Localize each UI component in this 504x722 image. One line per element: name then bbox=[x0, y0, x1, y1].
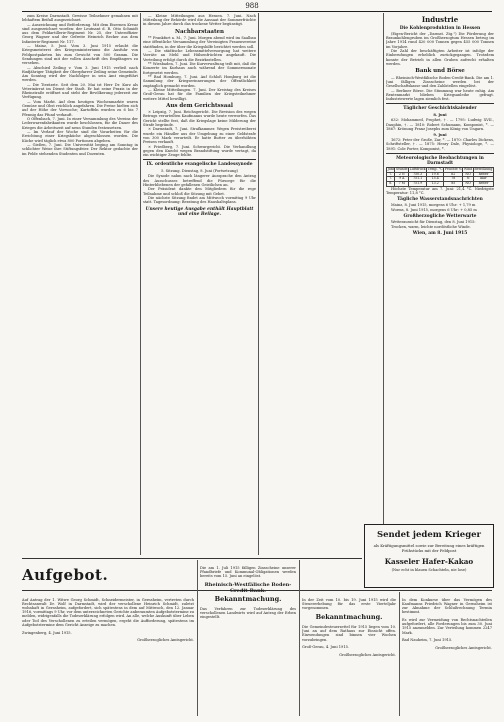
column-divider bbox=[140, 13, 141, 555]
section-heading: IX. ordentliche evangelische Landessynode bbox=[146, 162, 253, 168]
article-paragraph: Die nächste Sitzung findet am Mittwoch vormittag 9 Uhr statt. Tagesordnung: Beratung des Haushaltsplans. bbox=[143, 196, 256, 205]
weather-forecast: Wetteraussicht für Dienstag, den 8. Juni 1915: bbox=[391, 220, 476, 225]
column-divider bbox=[383, 13, 384, 555]
aufgebot-notice bbox=[22, 594, 194, 710]
notices-divider bbox=[22, 558, 362, 559]
section-heading: Tägliche Wasserstandsnachrichten bbox=[397, 197, 483, 203]
aufgebot-title: Aufgebot. bbox=[22, 566, 109, 584]
article-paragraph: ** Bad Homburg, 7. Juni. Auf Schloß Homburg ist die Sammlung der Kriegserinnerungen der Öffentlichkeit zugänglich gemacht worden. bbox=[143, 75, 256, 88]
table-cell: 7. bbox=[387, 172, 395, 177]
article-paragraph: — Mainz, 5. Juni. Vom 3. Juni 1915 erlaubt die Kriegsmeisterei des Kriegsministeriums die Ausfuhr von Feldpostpaketen bis zum Gewicht von 500 Gramm. Die Sendungen sind mit der vollen Anschrift des Empfängers zu versehen. bbox=[22, 44, 138, 66]
article-paragraph: Der Präsident dankte den Mitgliedern für die rege Teilnahme und schloß die Sitzung mit Gebet. bbox=[143, 187, 256, 196]
article-paragraph: Die Zahl der beschäftigten Arbeiter ist infolge der Einberufungen erheblich zurückgegangen. Trotzdem konnte der Betrieb in allen Gruben aufrecht erhalten werden. bbox=[386, 49, 494, 66]
notice-signature: Zwingenberg, 4. Juni 1915. bbox=[22, 630, 72, 635]
notice-text: Die am 1. Juli 1915 fälligen Zinsscheine unserer Pfandbriefe und Kommunal-Obligationen werden bereits vom 15. Juni an eingelöst. bbox=[200, 565, 296, 578]
section-rule bbox=[143, 159, 256, 160]
article-paragraph: (Eigen-Bericht der „Darmst. Ztg.") Die Förderung der Braunkohlengruben im Großherzogtum Hessen betrug im Jahre 1914 rund 420 000 Tonnen gegen 455 000 Tonnen im Vorjahre. bbox=[386, 32, 494, 49]
water-level: Mainz, 8. Juni 1915, morgens 6 Uhr: + 1,79 m bbox=[391, 203, 476, 208]
table-cell: 751.9 bbox=[409, 182, 427, 187]
table-cell: 19.6 bbox=[427, 172, 444, 177]
column-divider bbox=[299, 560, 300, 716]
table-cell: NO bbox=[463, 172, 473, 177]
table-header: Bewölkung bbox=[474, 166, 493, 171]
notice-issuer: Großherzogliches Amtsgericht. bbox=[435, 646, 492, 651]
page-number: 988 bbox=[245, 2, 259, 10]
article-paragraph: — Die städtische Lebensmittelversorgung hat weitere Vorräte an Mehl und Hülsenfrüchten angekauft. Die Verteilung erfolgt durch die Bezirksstellen. bbox=[143, 49, 256, 62]
table-note: Höchste Temperatur am 7. Juni: 21,4 °C. Niedrigste Temperatur: 11,8 °C. bbox=[386, 186, 494, 196]
table-cell: 7 M bbox=[395, 182, 409, 187]
table-cell: 13.2 bbox=[427, 182, 444, 187]
table-header: Stunde bbox=[396, 166, 408, 171]
edition-note: Unsere heutige Ausgabe enthält Hauptblatt und eine Beilage. bbox=[145, 206, 254, 217]
table-cell: NO bbox=[463, 182, 473, 187]
table-row bbox=[387, 182, 494, 187]
notice-text: In dem Konkurse über das Vermögen des Kaufmanns Friedrich Wagner in Gernsheim ist zur Abnahme der Schlußrechnung Termin bestimmt. bbox=[402, 597, 492, 615]
notice-heading: Bekanntmachung. bbox=[214, 594, 282, 603]
table-cell: heiter bbox=[473, 172, 493, 177]
notice-text: Es wird zur Vermeidung von Rechtsnachteilen aufgefordert, alle Forderungen bis zum 30. Juni 1915 anzumelden. Zur Verteilung kommen 2247 Mark. bbox=[402, 618, 492, 635]
article-paragraph: — Auszeichnung und Beförderung. Mit dem Eisernen Kreuz sind ausgezeichnet worden: der Leutnant d. R. Otto Schmidt aus dem Feldartillerie-Regiment Nr. 25, der Unteroffizier Georg Wagner und der Gefreite Heinrich Becker aus dem Infanterie-Regiment Nr. 117. bbox=[22, 22, 138, 44]
article-paragraph: O Offenbach, 7. Juni. In einer Versammlung des Vereins der Lederwarenfabrikanten wurde beschlossen, für die Dauer des Krieges die Arbeitszeit auf neun Stunden festzusetzen. bbox=[22, 117, 138, 130]
section-heading: Meteorologische Beobachtungen in Darmstadt bbox=[396, 155, 484, 166]
article-paragraph: zum Kreise Darmstadt. Gewisse Teilnehmer gemahnen mit lebhaftem Beifall ausgezeichnet. bbox=[22, 14, 138, 23]
article-paragraph: — Kleine Mitteilungen aus Hessen. 7. Juni. Nach Mitteilung der Behörde wird die Aussaat der Sommerfrüchte in diesem Jahre durch das trockene Wetter begünstigt. bbox=[143, 14, 256, 27]
table-header: Juni bbox=[387, 166, 394, 171]
notice-text: Das Verfahren zur Todeserklärung des verschollenen Landwirts wird auf Antrag der Erben eingestellt. bbox=[200, 606, 296, 620]
column-economy bbox=[386, 14, 494, 522]
article-paragraph: 1672: Peter der Große, Zar, *. — 1870: Charles Dickens, Schriftsteller, †. — 1875: Henry Dale, Physiologe, *. — 1891: Cole Porter, Komponist, *. bbox=[386, 138, 494, 151]
notice-text: Die Gemeindesteuerzettel für 1915 liegen vom 10. Juni an auf dem Rathaus zur Einsicht offen. Einwendungen sind binnen vier Wochen vorzubringen. bbox=[302, 624, 396, 642]
column-divider bbox=[258, 13, 259, 555]
table-header: Luftdruck bbox=[409, 166, 426, 171]
notice-text: Auf Antrag der 1. Witwe Georg Schmidt, Schneidermeister, in Gernsheim, vertreten durch Rechtsanwalt Dr. Wolf in Darmstadt, wird der verschollene Heinrich Schmidt, zuletzt wohnhaft in Gernsheim, aufgefordert, sich spätestens in dem auf Mittwoch, den 12. Januar 1916, vormittags 9 Uhr, vor dem unterzeichneten Gerichte anberaumten Aufgebotstermine zu melden, widrigenfalls die Todeserklärung erfolgen wird. An alle, welche Auskunft über Leben oder Tod des Verschollenen zu erteilen vermögen, ergeht die Aufforderung, spätestens im Aufgebotstermine dem Gericht Anzeige zu machen. bbox=[22, 597, 194, 627]
article-paragraph: — Vom Markt. Auf dem heutigen Wochenmarkte waren Gemüse und Obst reichlich angefahren. Die Preise hielten sich auf der Höhe der Vorwoche; Kartoffeln wurden zu 6 bis 7 Pfennig das Pfund verkauft. bbox=[22, 100, 138, 117]
article-paragraph: — Rheinisch-Westfälische Boden-Credit-Bank. Die am 1. Juni fälligen Zinsscheine werden bei der Gesellschaftskasse und den Zahlstellen eingelöst. bbox=[386, 75, 494, 88]
column-regional-news bbox=[143, 14, 256, 554]
tax-notice bbox=[302, 594, 396, 714]
table-header: Feuchte % bbox=[444, 166, 462, 171]
notice-issuer: Großherzogliches Amtsgericht. bbox=[137, 638, 194, 643]
article-paragraph: × Friedberg, 7. Juni. Schwurgericht. Die Verhandlung gegen den Knecht wegen Brandstiftung wurde vertagt, da ein wichtiger Zeuge fehlte. bbox=[143, 144, 256, 158]
table-cell: heiter bbox=[473, 182, 493, 187]
article-paragraph: — Abschied Zeiling v. Vom 3. Juni 1915 verließ nach fünfjähriger Tätigkeit der Oberpfarrer Zeiling seine Gemeinde. Am Sonntag wird der Nachfolger in sein Amt eingeführt werden. bbox=[22, 65, 138, 83]
table-header: Temp. °C bbox=[427, 166, 443, 171]
header-rule bbox=[22, 11, 492, 12]
notice-text: In der Zeit vom 10. bis 19. Juni 1915 wird die Steuererhebung für das erste Vierteljahr vorgenommen. bbox=[302, 597, 396, 610]
section-heading: Aus dem Gerichtssaal bbox=[166, 102, 233, 109]
ad-product-name: Kasseler Hafer-Kakao bbox=[384, 557, 474, 566]
section-subheading: Die Kohlenproduktion in Hessen bbox=[399, 26, 481, 31]
table-cell: 78 bbox=[444, 177, 463, 182]
table-cell: N bbox=[463, 177, 473, 182]
table-cell: 62 bbox=[444, 172, 463, 177]
kasseler-hafer-kakao-ad bbox=[364, 524, 494, 588]
section-subheading: 5. Sitzung. Dienstag, 8. Juni (Fortsetzung) bbox=[161, 169, 238, 174]
section-heading: Bank und Börse bbox=[415, 68, 465, 75]
section-subheading: 8. Juni bbox=[433, 113, 447, 118]
column-local-news bbox=[22, 14, 138, 554]
notice-issuer: Großherzogliches Amtsgericht. bbox=[339, 653, 396, 658]
table-cell: 750.3 bbox=[409, 172, 427, 177]
weather-table bbox=[386, 167, 494, 187]
article-paragraph: 632: Mohammed, Prophet, †. — 1795: Ludwig XVII., Dauphin, †. — 1810: Robert Schumann, Komponist, *. — 1867: Krönung Franz Josephs zum König von Ungarn. bbox=[386, 118, 494, 131]
notice-signature: Bad Nauheim, 7. Juni 1915. bbox=[402, 638, 453, 643]
article-paragraph: — Berliner Börse. Die Stimmung war heute ruhig. Am Rentenmarkt blieben Kriegsanleihe gefragt. Industriewerte lagen ziemlich fest. bbox=[386, 88, 494, 101]
notice-heading: Bekanntmachung. bbox=[315, 612, 383, 621]
water-level: Worms, 8. Juni 1915, morgens 6 Uhr: + 0,85 m bbox=[391, 207, 477, 212]
article-paragraph: ** Wiesbaden, 7. Juni. Die Kurverwaltung teilt mit, daß die Konzerte im Kurhaus auch während der Sommermonate fortgesetzt werden. bbox=[143, 62, 256, 75]
bank-name: Rheinisch-Westfälische Boden-Credit-Bank. bbox=[204, 581, 292, 594]
article-paragraph: ** Frankfurt a. M., 7. Juni. Morgen abend wird im Saalbau eine öffentliche Versammlung der Vereinigten Frauenvereine stattfinden, in der über die Kriegshilfe berichtet werden soll. bbox=[143, 36, 256, 49]
table-cell: klar bbox=[473, 177, 493, 182]
section-heading: Täglicher Geschichtskalender bbox=[403, 106, 477, 112]
bank-notice bbox=[200, 562, 296, 714]
section-heading: Nachbarstaaten bbox=[174, 28, 225, 35]
article-paragraph: Die Synode nahm nach längerer Aussprache den Antrag des Ausschusses betreffend die Fürsorge für die Hinterbliebenen der gefallenen Geistlichen an. bbox=[143, 174, 256, 187]
section-rule bbox=[386, 103, 494, 104]
bankruptcy-notice bbox=[402, 594, 492, 714]
section-heading: Großherzogliche Wetterwarte bbox=[403, 214, 477, 220]
article-paragraph: — Im Verlauf der Woche sind die Vorarbeiten für die Errichtung einer Kriegsküche abgeschlossen worden. Die Küche wird täglich etwa 800 Portionen abgeben. bbox=[22, 130, 138, 143]
table-cell: 15.4 bbox=[427, 177, 444, 182]
article-paragraph: — Kleine Mitteilungen. 7. Juni. Der Kreistag des Kreises Groß-Gerau hat für die Familien der Kriegsteilnehmer weitere Mittel bewilligt. bbox=[143, 88, 256, 101]
section-subheading: 9. Juni bbox=[433, 132, 447, 137]
table-cell: 85 bbox=[444, 182, 463, 187]
column-divider bbox=[197, 560, 198, 716]
weather-forecast: Trocken, warm, leichte nordöstliche Winde. bbox=[391, 224, 471, 229]
table-cell: 751.1 bbox=[409, 177, 427, 182]
ad-text: als Kräftigungsmittel sowie zur Bereitung eines kräftigen Frühstücks mit der Feldpost bbox=[373, 543, 485, 553]
section-heading: Wien, am 8. Juni 1915 bbox=[412, 230, 468, 236]
column-divider bbox=[399, 592, 400, 716]
table-cell: 9 A bbox=[395, 177, 409, 182]
section-rule bbox=[386, 153, 494, 154]
ad-note: (Nur echt in blauen Schachteln, nie lose) bbox=[391, 568, 467, 572]
table-cell: 2 N bbox=[395, 172, 409, 177]
table-header: Wind bbox=[463, 166, 473, 171]
table-cell: 8. bbox=[387, 182, 395, 187]
article-paragraph: × Darmstadt, 7. Juni. Strafkammer. Wegen Preistreiberei wurde ein Händler aus der Umgebung zu einer Geldstrafe von 300 Mark verurteilt. Er hatte Butter zu überhöhten Preisen verkauft. bbox=[143, 127, 256, 145]
article-paragraph: × Leipzig, 7. Juni. Reichsgericht. Die Revision des wegen Betrugs verurteilten Kaufmanns wurde heute verworfen. Das Gericht stellte fest, daß die Kriegslage keine Milderung der Strafe begründe. bbox=[143, 110, 256, 127]
table-cell: 7. bbox=[387, 177, 395, 182]
ad-headline: Sendet jedem Krieger bbox=[376, 530, 482, 540]
notice-signature: Groß-Gerau, 4. Juni 1915. bbox=[302, 645, 350, 650]
section-heading: Industrie bbox=[421, 15, 459, 24]
article-paragraph: — Die Tierärzte. Seit dem 20. Mai ist Herr Dr. Kurz als Veterinärrat im Dienst der Stadt. Er hat seine Praxis in der Rheinstraße eröffnet und steht der Bevölkerung jederzeit zur Verfügung. bbox=[22, 82, 138, 100]
article-paragraph: — Gießen, 7. Juni. Die Universität beging am Sonntag in schlichter Weise ihre Stiftungsfeier. Der Rektor gedachte der im Felde stehenden Studenten und Dozenten. bbox=[22, 143, 138, 156]
